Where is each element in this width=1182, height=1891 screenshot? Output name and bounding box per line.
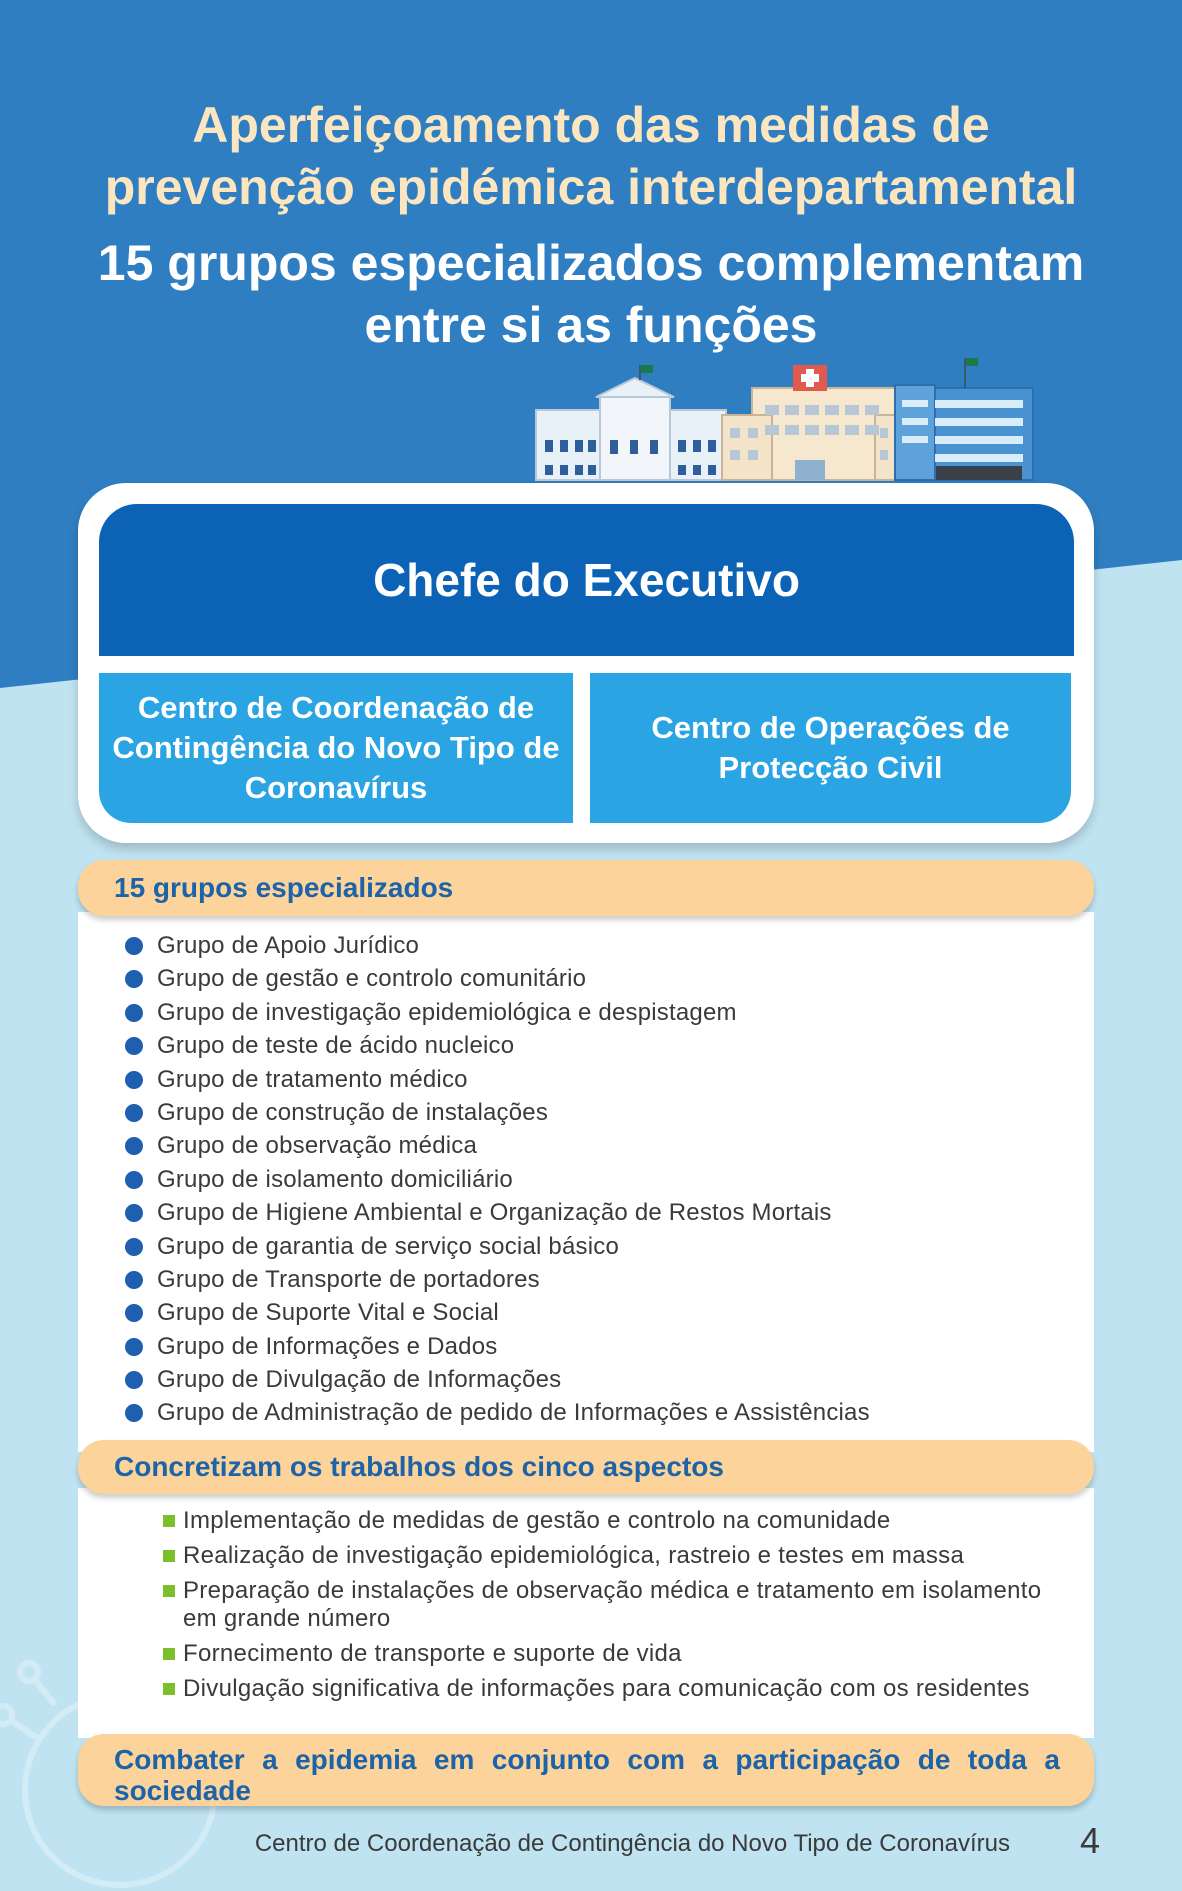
list-item (125, 1296, 870, 1329)
list-item-label: Grupo de investigação epidemiológica e despistagem (157, 998, 737, 1026)
bullet-dot-icon (125, 937, 143, 955)
list-item-label: Grupo de garantia de serviço social básico (157, 1232, 619, 1260)
list-item-label: Grupo de Divulgação de Informações (157, 1366, 562, 1394)
list-item-label: Grupo de isolamento domiciliário (157, 1165, 513, 1193)
list-item (125, 1330, 870, 1363)
list-item (125, 1063, 870, 1096)
list-item (125, 1163, 870, 1196)
aspects-list (163, 1507, 1043, 1703)
list-item-label: Grupo de tratamento médico (157, 1065, 468, 1093)
bullet-square-icon (163, 1585, 175, 1597)
list-item (163, 1675, 1043, 1703)
aspects-heading: Concretizam os trabalhos dos cinco aspectos (114, 1451, 724, 1482)
list-item-label: Grupo de Suporte Vital e Social (157, 1299, 499, 1327)
list-item-label: Preparação de instalações de observação médica e tratamento em isolamento em grande número (183, 1577, 1042, 1632)
list-item-label: Grupo de observação médica (157, 1132, 478, 1160)
list-item-label: Grupo de Transporte de portadores (157, 1265, 540, 1293)
list-item-label: Divulgação significativa de informações para comunicação com os residentes (183, 1675, 1030, 1702)
bullet-dot-icon (125, 970, 143, 988)
bullet-dot-icon (125, 1404, 143, 1422)
bullet-square-icon (163, 1515, 175, 1527)
list-item (125, 962, 870, 995)
list-item (163, 1507, 1043, 1535)
subtitle-line-2: entre si as funções (364, 297, 818, 353)
bullet-dot-icon (125, 1204, 143, 1222)
bullet-dot-icon (125, 1338, 143, 1356)
groups-heading: 15 grupos especializados (114, 872, 454, 903)
subtitle-line-1: 15 grupos especializados complementam (97, 235, 1085, 291)
page-number: 4 (1080, 1820, 1101, 1861)
civil-protection-box (590, 673, 1071, 823)
bullet-dot-icon (125, 1071, 143, 1089)
list-item (125, 1263, 870, 1296)
footer-source: Centro de Coordenação de Contingência do Novo Tipo de Coronavírus (254, 1830, 1010, 1857)
bullet-dot-icon (125, 1004, 143, 1022)
subtitle (0, 232, 1182, 356)
coordination-centre-box (99, 673, 573, 823)
list-item-label: Grupo de Apoio Jurídico (157, 932, 420, 959)
bullet-dot-icon (125, 1371, 143, 1389)
list-item-label: Grupo de construção de instalações (157, 1098, 549, 1126)
aspects-heading-band (78, 1440, 1094, 1494)
list-item (163, 1577, 1043, 1633)
list-item-label: Grupo de Informações e Dados (157, 1332, 498, 1360)
bullet-dot-icon (125, 1137, 143, 1155)
list-item (125, 1029, 870, 1062)
bullet-dot-icon (125, 1171, 143, 1189)
bullet-dot-icon (125, 1104, 143, 1122)
bullet-square-icon (163, 1550, 175, 1562)
main-title-line-2: prevenção epidémica interdepartamental (104, 159, 1078, 215)
list-item (125, 1230, 870, 1263)
main-title-line-1: Aperfeiçoamento das medidas de (192, 97, 990, 153)
list-item (125, 929, 870, 962)
bullet-square-icon (163, 1648, 175, 1660)
bullet-dot-icon (125, 1238, 143, 1256)
main-title (0, 94, 1182, 218)
list-item (163, 1640, 1043, 1668)
bullet-dot-icon (125, 1037, 143, 1055)
groups-list (125, 929, 870, 1430)
list-item-label: Fornecimento de transporte e suporte de vida (183, 1640, 682, 1667)
list-item-label: Grupo de Higiene Ambiental e Organização de Restos Mortais (157, 1199, 832, 1227)
list-item (125, 1196, 870, 1229)
bullet-dot-icon (125, 1304, 143, 1322)
list-item (125, 1396, 870, 1429)
closing-statement: Combater a epidemia em conjunto com a participação de toda a sociedade (114, 1744, 1060, 1806)
list-item-label: Implementação de medidas de gestão e controlo na comunidade (183, 1507, 891, 1534)
list-item-label: Realização de investigação epidemiológica, rastreio e testes em massa (183, 1542, 965, 1569)
list-item-label: Grupo de teste de ácido nucleico (157, 1032, 515, 1060)
chief-executive-label: Chefe do Executivo (373, 554, 800, 606)
closing-band (78, 1734, 1094, 1806)
list-item (125, 1363, 870, 1396)
coordination-centre-label: Centro de Coordenação de Contingência do Novo Tipo de Coronavírus (112, 690, 560, 805)
groups-heading-band (78, 860, 1094, 916)
civil-protection-label: Centro de Operações de Protecção Civil (651, 710, 1010, 785)
list-item (125, 1129, 870, 1162)
list-item (125, 996, 870, 1029)
list-item (163, 1542, 1043, 1570)
list-item-label: Grupo de Administração de pedido de Informações e Assistências (157, 1399, 870, 1427)
list-item (125, 1096, 870, 1129)
bullet-square-icon (163, 1683, 175, 1695)
list-item-label: Grupo de gestão e controlo comunitário (157, 965, 587, 993)
chief-executive-box (99, 504, 1074, 656)
bullet-dot-icon (125, 1271, 143, 1289)
